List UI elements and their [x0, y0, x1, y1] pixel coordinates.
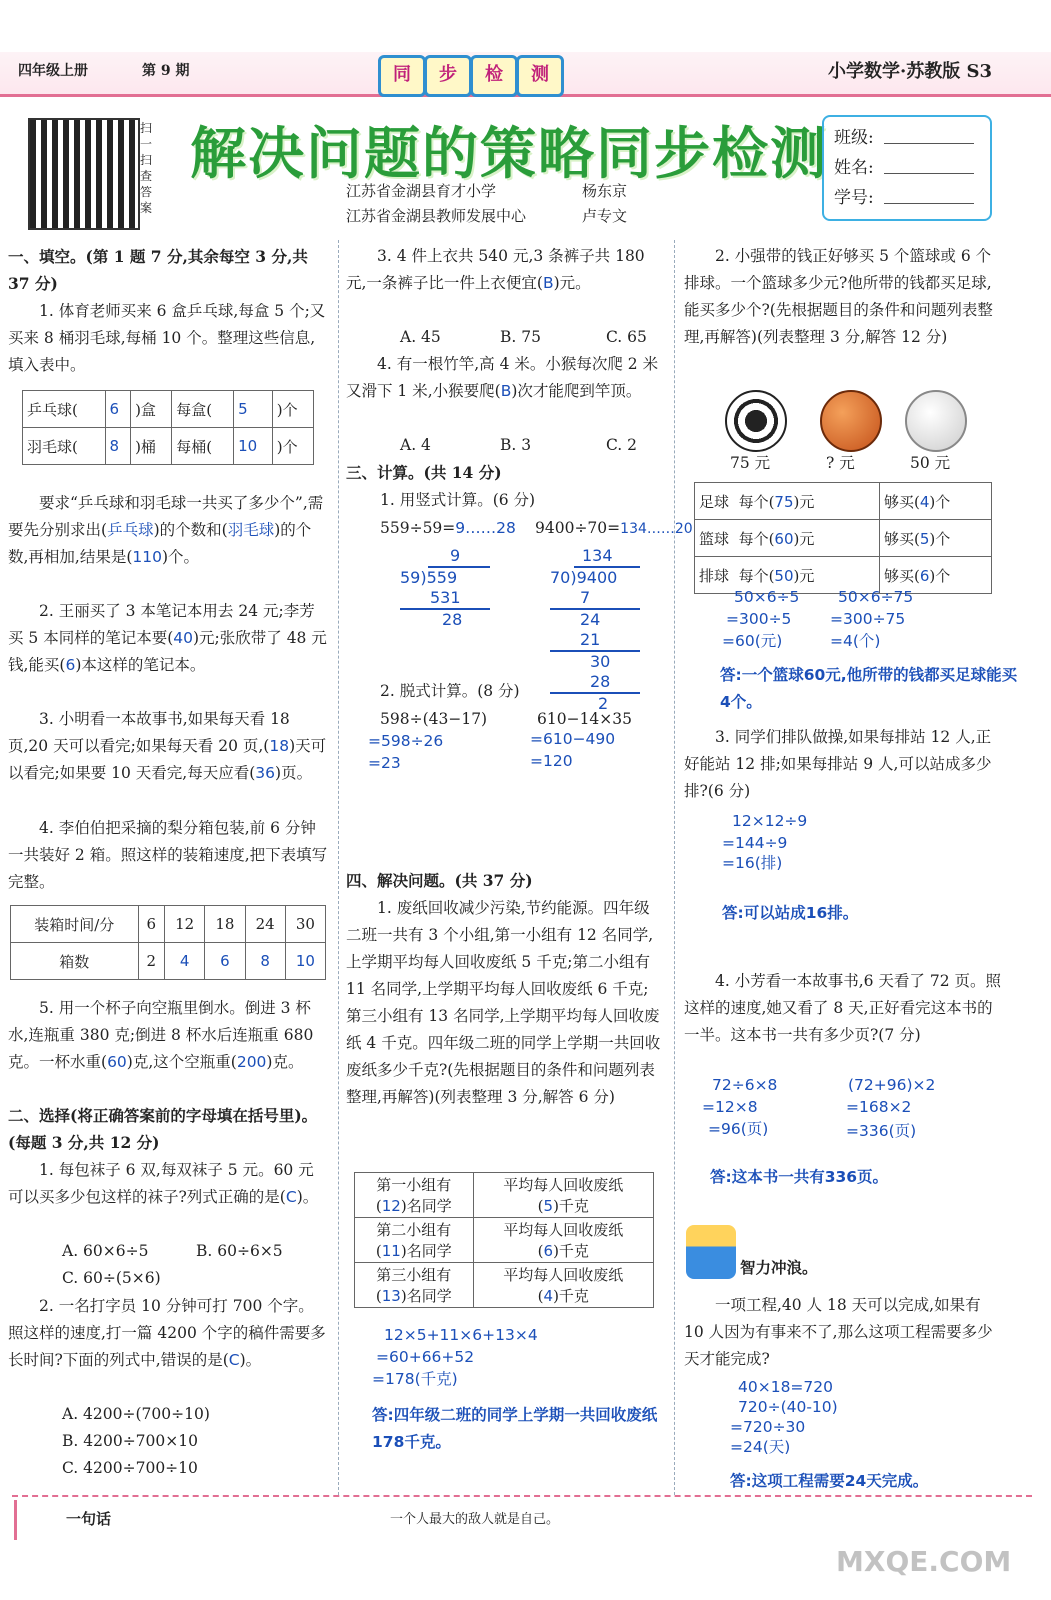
subject-label: 小学数学·苏教版 S3 [828, 61, 993, 82]
question-1b: 要求“乒乓球和羽毛球一共买了多少个”,需要先分别求出(乒乓球)的个数和(羽毛球)的个数,再相加,结果是(110)个。 [8, 494, 324, 566]
issue-label: 第 9 期 [142, 63, 190, 79]
answer-text: 答:这项工程需要24天完成。 [730, 1472, 929, 1490]
cell: 24 [245, 906, 285, 943]
page-title: 解决问题的策略同步检测 [190, 122, 828, 187]
expr: 9400÷70=134……20 [535, 519, 693, 537]
brain-teaser-heading: 智力冲浪。 [740, 1258, 818, 1277]
cell: 篮球 每个(60)元 [695, 520, 880, 557]
solution-step: =720÷30 [730, 1418, 806, 1436]
answer: 60 [107, 1053, 127, 1071]
tag-char: 检 [470, 55, 518, 97]
problem-4: 4. 小芳看一本故事书,6 天看了 72 页。照这样的速度,她又看了 8 天,正好看完这本书的一半。这本书一共有多少页?(7 分) [684, 972, 1002, 1044]
author-name: 卢专文 [582, 207, 628, 225]
answer: 18 [269, 737, 290, 755]
answer-cell: 8 [245, 943, 285, 980]
column-divider [338, 240, 339, 1495]
option: C. 4200÷700÷10 [62, 1459, 198, 1477]
price-label: 50 元 [910, 454, 951, 472]
section-2-heading: 二、选择(将正确答案前的字母填在括号里)。(每题 3 分,共 12 分) [8, 1106, 318, 1152]
solution-step: =16(排) [722, 854, 783, 872]
solution-step: 50×6÷75 [838, 588, 914, 606]
cell: 18 [205, 906, 245, 943]
table-4 [10, 905, 326, 980]
answer-text: 答:四年级二班的同学上学期一共回收废纸178千克。 [372, 1406, 658, 1451]
solution-step: =24(天) [730, 1438, 791, 1456]
calc-expr: 598÷(43−17) [380, 710, 488, 728]
answer: B [542, 274, 554, 292]
answer: 36 [255, 764, 276, 782]
solution-step: 50×6÷5 [734, 588, 800, 606]
choice-1: 1. 每包袜子 6 双,每双袜子 5 元。60 元可以买多少包这样的袜子?列式正确的是(C)。 [8, 1161, 319, 1206]
answer: C [228, 1351, 240, 1369]
cell: 每桶( [172, 428, 234, 465]
cell: 第一小组有 (12)名同学 [355, 1173, 474, 1218]
grade-label: 四年级上册 [18, 63, 88, 79]
table-1 [22, 390, 314, 465]
cell: 够买(5)个 [880, 520, 992, 557]
answer: 羽毛球 [227, 521, 275, 539]
answer: 9……28 [455, 519, 516, 537]
option: A. 45 [400, 328, 441, 346]
answer: 40 [173, 629, 193, 647]
cell: 乒乓球( [23, 391, 106, 428]
cell: 12 [165, 906, 205, 943]
cell: )个 [272, 391, 313, 428]
cell: 平均每人回收废纸 (5)千克 [473, 1173, 653, 1218]
section-3-heading: 三、计算。(共 14 分) [346, 463, 502, 482]
problem-2: 2. 小强带的钱正好够买 5 个篮球或 6 个排球。一个篮球多少元?他所带的钱都买足球,能买多少个?(先根据题目的条件和问题列表整理,再解答)(列表整理 3 分,解答 12 分) [684, 247, 993, 346]
choice-3: 3. 4 件上衣共 540 元,3 条裤子共 180 元,一条裤子比一件上衣便宜(B)元。 [346, 247, 645, 292]
footer-quote: 一个人最大的敌人就是自己。 [390, 1512, 560, 1527]
qr-label: 扫一扫 查答案 [140, 121, 153, 215]
volleyball-icon [905, 390, 967, 452]
column-divider [674, 240, 675, 1495]
solution-step: =336(页) [846, 1122, 917, 1140]
cell: 2 [138, 943, 165, 980]
author-name: 杨东京 [582, 182, 628, 200]
answer-text: 答:可以站成16排。 [722, 904, 859, 922]
soccer-ball-icon [725, 390, 787, 452]
answer-text: 答:这本书一共有336页。 [710, 1168, 889, 1186]
author-org: 江苏省金湖县教师发展中心 [346, 207, 527, 225]
cell: 平均每人回收废纸 (4)千克 [473, 1263, 653, 1308]
solution-step: =60(元) [722, 632, 783, 650]
answer-text: 答:一个篮球60元,他所带的钱都买足球能买4个。 [720, 666, 1018, 711]
answer: 6 [65, 656, 76, 674]
option: B. 4200÷700×10 [62, 1432, 198, 1450]
answer-cell: 5 [234, 391, 273, 428]
answer: C [285, 1188, 297, 1206]
footer-bracket [14, 1500, 23, 1540]
problem-5: 一项工程,40 人 18 天可以完成,如果有 10 人因为有事来不了,那么这项工程需要多少天才能完成? [684, 1296, 993, 1368]
question-3: 3. 小明看一本故事书,如果每天看 18 页,20 天可以看完;如果每天看 20 页,(18)天可以看完;如果要 10 天看完,每天应看(36)页。 [8, 710, 327, 782]
id-label: 学号: [834, 188, 874, 208]
solution-step: =178(千克) [372, 1370, 458, 1388]
table-problem-2 [694, 482, 992, 594]
solution-step: =4(个) [830, 632, 881, 650]
tag-char: 同 [378, 55, 426, 97]
question-5: 5. 用一个杯子向空瓶里倒水。倒进 3 杯水,连瓶重 380 克;倒进 8 杯水后连瓶重 680 克。一杯水重(60)克,这个空瓶重(200)克。 [8, 999, 314, 1071]
option: B. 3 [500, 436, 532, 454]
table-problem-1 [354, 1172, 654, 1308]
cell: 排球 每个(50)元 [695, 557, 880, 594]
price-label: ? 元 [826, 454, 855, 472]
expr: 559÷59=9……28 [380, 519, 516, 537]
answer-cell: 8 [105, 428, 131, 465]
solution-step: =96(页) [708, 1120, 769, 1138]
cell: )盒 [131, 391, 172, 428]
problem-3: 3. 同学们排队做操,如果每排站 12 人,正好能站 12 排;如果每排站 9 人,可以站成多少排?(6 分) [684, 728, 992, 800]
cell: 羽毛球( [23, 428, 106, 465]
student-info-box [822, 115, 992, 221]
option: C. 2 [606, 436, 638, 454]
class-label: 班级: [834, 128, 874, 148]
answer: 乒乓球 [107, 521, 154, 539]
answer-cell: 10 [234, 428, 273, 465]
choice-4: 4. 有一根竹竿,高 4 米。小猴每次爬 2 米又滑下 1 米,小猴要爬(B)次才能爬到竿顶。 [346, 355, 659, 400]
answer: B [500, 382, 512, 400]
calc-1-title: 1. 用竖式计算。(6 分) [380, 491, 536, 509]
solution-step: (72+96)×2 [848, 1076, 936, 1094]
author-org: 江苏省金湖县育才小学 [346, 182, 497, 200]
solution-step: 12×12÷9 [732, 812, 808, 830]
solution-step: =60+66+52 [376, 1348, 475, 1366]
solution-step: 12×5+11×6+13×4 [384, 1326, 538, 1344]
answer: 134……20 [620, 521, 693, 537]
surfer-icon [686, 1225, 736, 1279]
option: A. 60×6÷5 [62, 1242, 149, 1260]
answer-cell: 6 [205, 943, 245, 980]
solution-step: 40×18=720 [738, 1378, 834, 1396]
name-label: 姓名: [834, 158, 874, 178]
solution-step: =300÷5 [726, 610, 792, 628]
cell: 足球 每个(75)元 [695, 483, 880, 520]
option: A. 4200÷(700÷10) [62, 1405, 210, 1423]
question-2: 2. 王丽买了 3 本笔记本用去 24 元;李芳买 5 本同样的笔记本要(40)元;张欣带了 48 元钱,能买(6)本这样的笔记本。 [8, 602, 327, 674]
qr-code[interactable] [28, 118, 140, 230]
calc-step: =598÷26 [368, 732, 444, 750]
solution-step: =144÷9 [722, 834, 788, 852]
option: B. 75 [500, 328, 541, 346]
solution-step: =12×8 [702, 1098, 758, 1116]
calc-2-title: 2. 脱式计算。(8 分) [380, 682, 520, 700]
section-4-heading: 四、解决问题。(共 37 分) [346, 871, 533, 890]
watermark: MXQE.COM [836, 1545, 1012, 1578]
long-division-1: 9 59)559 531 28 [400, 546, 490, 630]
cell: 6 [138, 906, 165, 943]
option: A. 4 [400, 436, 431, 454]
footer-rule [12, 1495, 1032, 1497]
solution-step: =300÷75 [830, 610, 906, 628]
footer-label: 一句话 [66, 1510, 112, 1528]
basketball-icon [820, 390, 882, 452]
cell: 箱数 [11, 943, 139, 980]
id-field[interactable] [884, 203, 974, 204]
cell: 装箱时间/分 [11, 906, 139, 943]
option: B. 60÷6×5 [196, 1242, 283, 1260]
tag-char: 测 [516, 55, 564, 97]
option: C. 65 [606, 328, 647, 346]
cell: 够买(6)个 [880, 557, 992, 594]
solution-step: 72÷6×8 [712, 1076, 778, 1094]
cell: 第三小组有 (13)名同学 [355, 1263, 474, 1308]
calc-step: =610−490 [530, 730, 616, 748]
option: C. 60÷(5×6) [62, 1269, 161, 1287]
class-field[interactable] [884, 143, 974, 144]
answer-cell: 6 [105, 391, 131, 428]
solution-step: 720÷(40-10) [738, 1398, 838, 1416]
question-1: 1. 体育老师买来 6 盒乒乓球,每盒 5 个;又买来 8 桶羽毛球,每桶 10 个。整理这些信息,填入表中。 [8, 302, 326, 374]
answer: 110 [132, 548, 162, 566]
cell: 30 [285, 906, 325, 943]
tag-char: 步 [424, 55, 472, 97]
cell: 够买(4)个 [880, 483, 992, 520]
choice-2: 2. 一名打字员 10 分钟可打 700 个字。照这样的速度,打一篇 4200 个字的稿件需要多长时间?下面的列式中,错误的是(C)。 [8, 1297, 326, 1369]
calc-expr: 610−14×35 [537, 710, 633, 728]
long-division-2: 134 70)9400 7 24 21 30 28 2 [550, 546, 640, 714]
answer-cell: 10 [285, 943, 325, 980]
cell: )桶 [131, 428, 172, 465]
cell: )个 [272, 428, 313, 465]
name-field[interactable] [884, 173, 974, 174]
answer-cell: 4 [165, 943, 205, 980]
cell: 第二小组有 (11)名同学 [355, 1218, 474, 1263]
answer: 200 [236, 1053, 267, 1071]
problem-1: 1. 废纸回收减少污染,节约能源。四年级二班一共有 3 个小组,第一小组有 12 名同学,上学期平均每人回收废纸 5 千克;第二小组有 11 名同学,上学期平均每人回收废纸 6 千克;第三小组有 13 名同学,上学期平均每人回收废纸 4 千克。四年级二班的同学上学期一共回收废纸多少千克?(先根据题目的条件和问题列表整理,再解答)(列表整理 3 分,解答 6 分) [346, 899, 661, 1106]
cell: 平均每人回收废纸 (6)千克 [473, 1218, 653, 1263]
cell: 每盒( [172, 391, 234, 428]
calc-step: =23 [368, 754, 401, 772]
price-label: 75 元 [730, 454, 771, 472]
solution-step: =168×2 [846, 1098, 912, 1116]
question-4: 4. 李伯伯把采摘的梨分箱包装,前 6 分钟一共装好 2 箱。照这样的装箱速度,把下表填写完整。 [8, 819, 328, 891]
section-1-heading: 一、填空。(第 1 题 7 分,其余每空 3 分,共 37 分) [8, 247, 308, 293]
calc-step: =120 [530, 752, 573, 770]
